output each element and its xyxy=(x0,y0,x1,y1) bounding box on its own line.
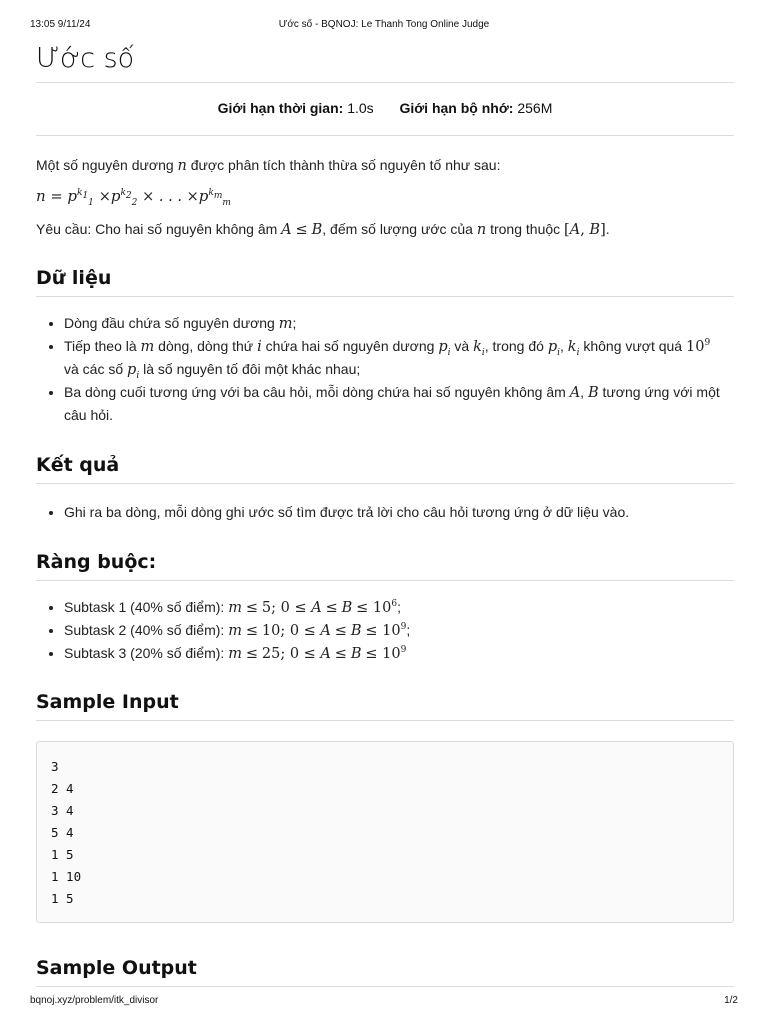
memory-limit-value: 256M xyxy=(517,100,553,116)
input-spec-list xyxy=(36,312,734,426)
print-footer xyxy=(30,995,738,1009)
list-item: • Ba dòng cuối tương ứng với ba câu hỏi, mỗi dòng chứa hai số nguyên không âm A, B tương ứng với một câu hỏi. xyxy=(64,381,734,426)
print-timestamp: 13:05 9/11/24 xyxy=(30,19,91,30)
constraints-list xyxy=(36,596,734,665)
statement-intro: Một số nguyên dương n được phân tích thành thừa số nguyên tố như sau: xyxy=(36,157,501,174)
print-header xyxy=(30,19,738,33)
sample-output-heading: Sample Output xyxy=(36,957,197,979)
output-spec-list xyxy=(36,501,734,523)
time-limit-value: 1.0s xyxy=(347,100,374,116)
sample-input-box xyxy=(36,741,734,923)
list-item: • Subtask 1 (40% số điểm): m ≤ 5; $0 \le A \le B \le 10^6$; xyxy=(64,596,734,619)
divider xyxy=(36,135,734,136)
memory-limit-label: Giới hạn bộ nhớ: xyxy=(399,100,514,116)
divider xyxy=(36,483,734,484)
sample-input-heading: Sample Input xyxy=(36,691,179,713)
time-limit-label: Giới hạn thời gian: xyxy=(217,100,344,116)
factorization-formula: $n = p^{k_1}_1 \times p^{k_2}_2$ × . . . $\times p^{k_m}_m$ xyxy=(36,187,231,208)
print-page-title: Ước số - BQNOJ: Le Thanh Tong Online Judge xyxy=(278,19,490,30)
sample-input-code: 3 2 4 3 4 5 4 1 5 1 10 1 5 xyxy=(51,759,82,906)
list-item: • Dòng đầu chứa số nguyên dương m; xyxy=(64,312,734,335)
output-heading: Kết quả xyxy=(36,454,120,476)
statement-request: Yêu cầu: Cho hai số nguyên không âm A ≤ B, đếm số lượng ước của n trong thuộc [A, B]. xyxy=(36,221,610,238)
problem-title: Ước số xyxy=(36,43,135,74)
print-url: bqnoj.xyz/problem/itk_divisor xyxy=(30,995,159,1006)
divider xyxy=(36,580,734,581)
list-item: • Tiếp theo là m dòng, dòng thứ i chứa hai số nguyên dương $p_i$ và $k_i$, trong đó $p_i$, $k_i$ không vượt quá $10^9$ và các số $p_i$ là số nguyên tố đôi một khác nhau; xyxy=(64,335,734,381)
divider xyxy=(36,986,734,987)
divider xyxy=(36,720,734,721)
list-item: • Ghi ra ba dòng, mỗi dòng ghi ước số tìm được trả lời cho câu hỏi tương ứng ở dữ liệu vào. xyxy=(64,501,734,523)
problem-content xyxy=(36,38,734,987)
constraints-heading: Ràng buộc: xyxy=(36,551,157,573)
list-item: • Subtask 2 (40% số điểm): m ≤ 10; $0 \le A \le B \le 10^9$; xyxy=(64,619,734,642)
limits-bar xyxy=(36,83,734,135)
print-page-number: 1/2 xyxy=(724,995,738,1006)
input-heading: Dữ liệu xyxy=(36,267,112,289)
divider xyxy=(36,296,734,297)
list-item: • Subtask 3 (20% số điểm): m ≤ 25; $0 \le A \le B \le 10^9$ xyxy=(64,642,734,665)
